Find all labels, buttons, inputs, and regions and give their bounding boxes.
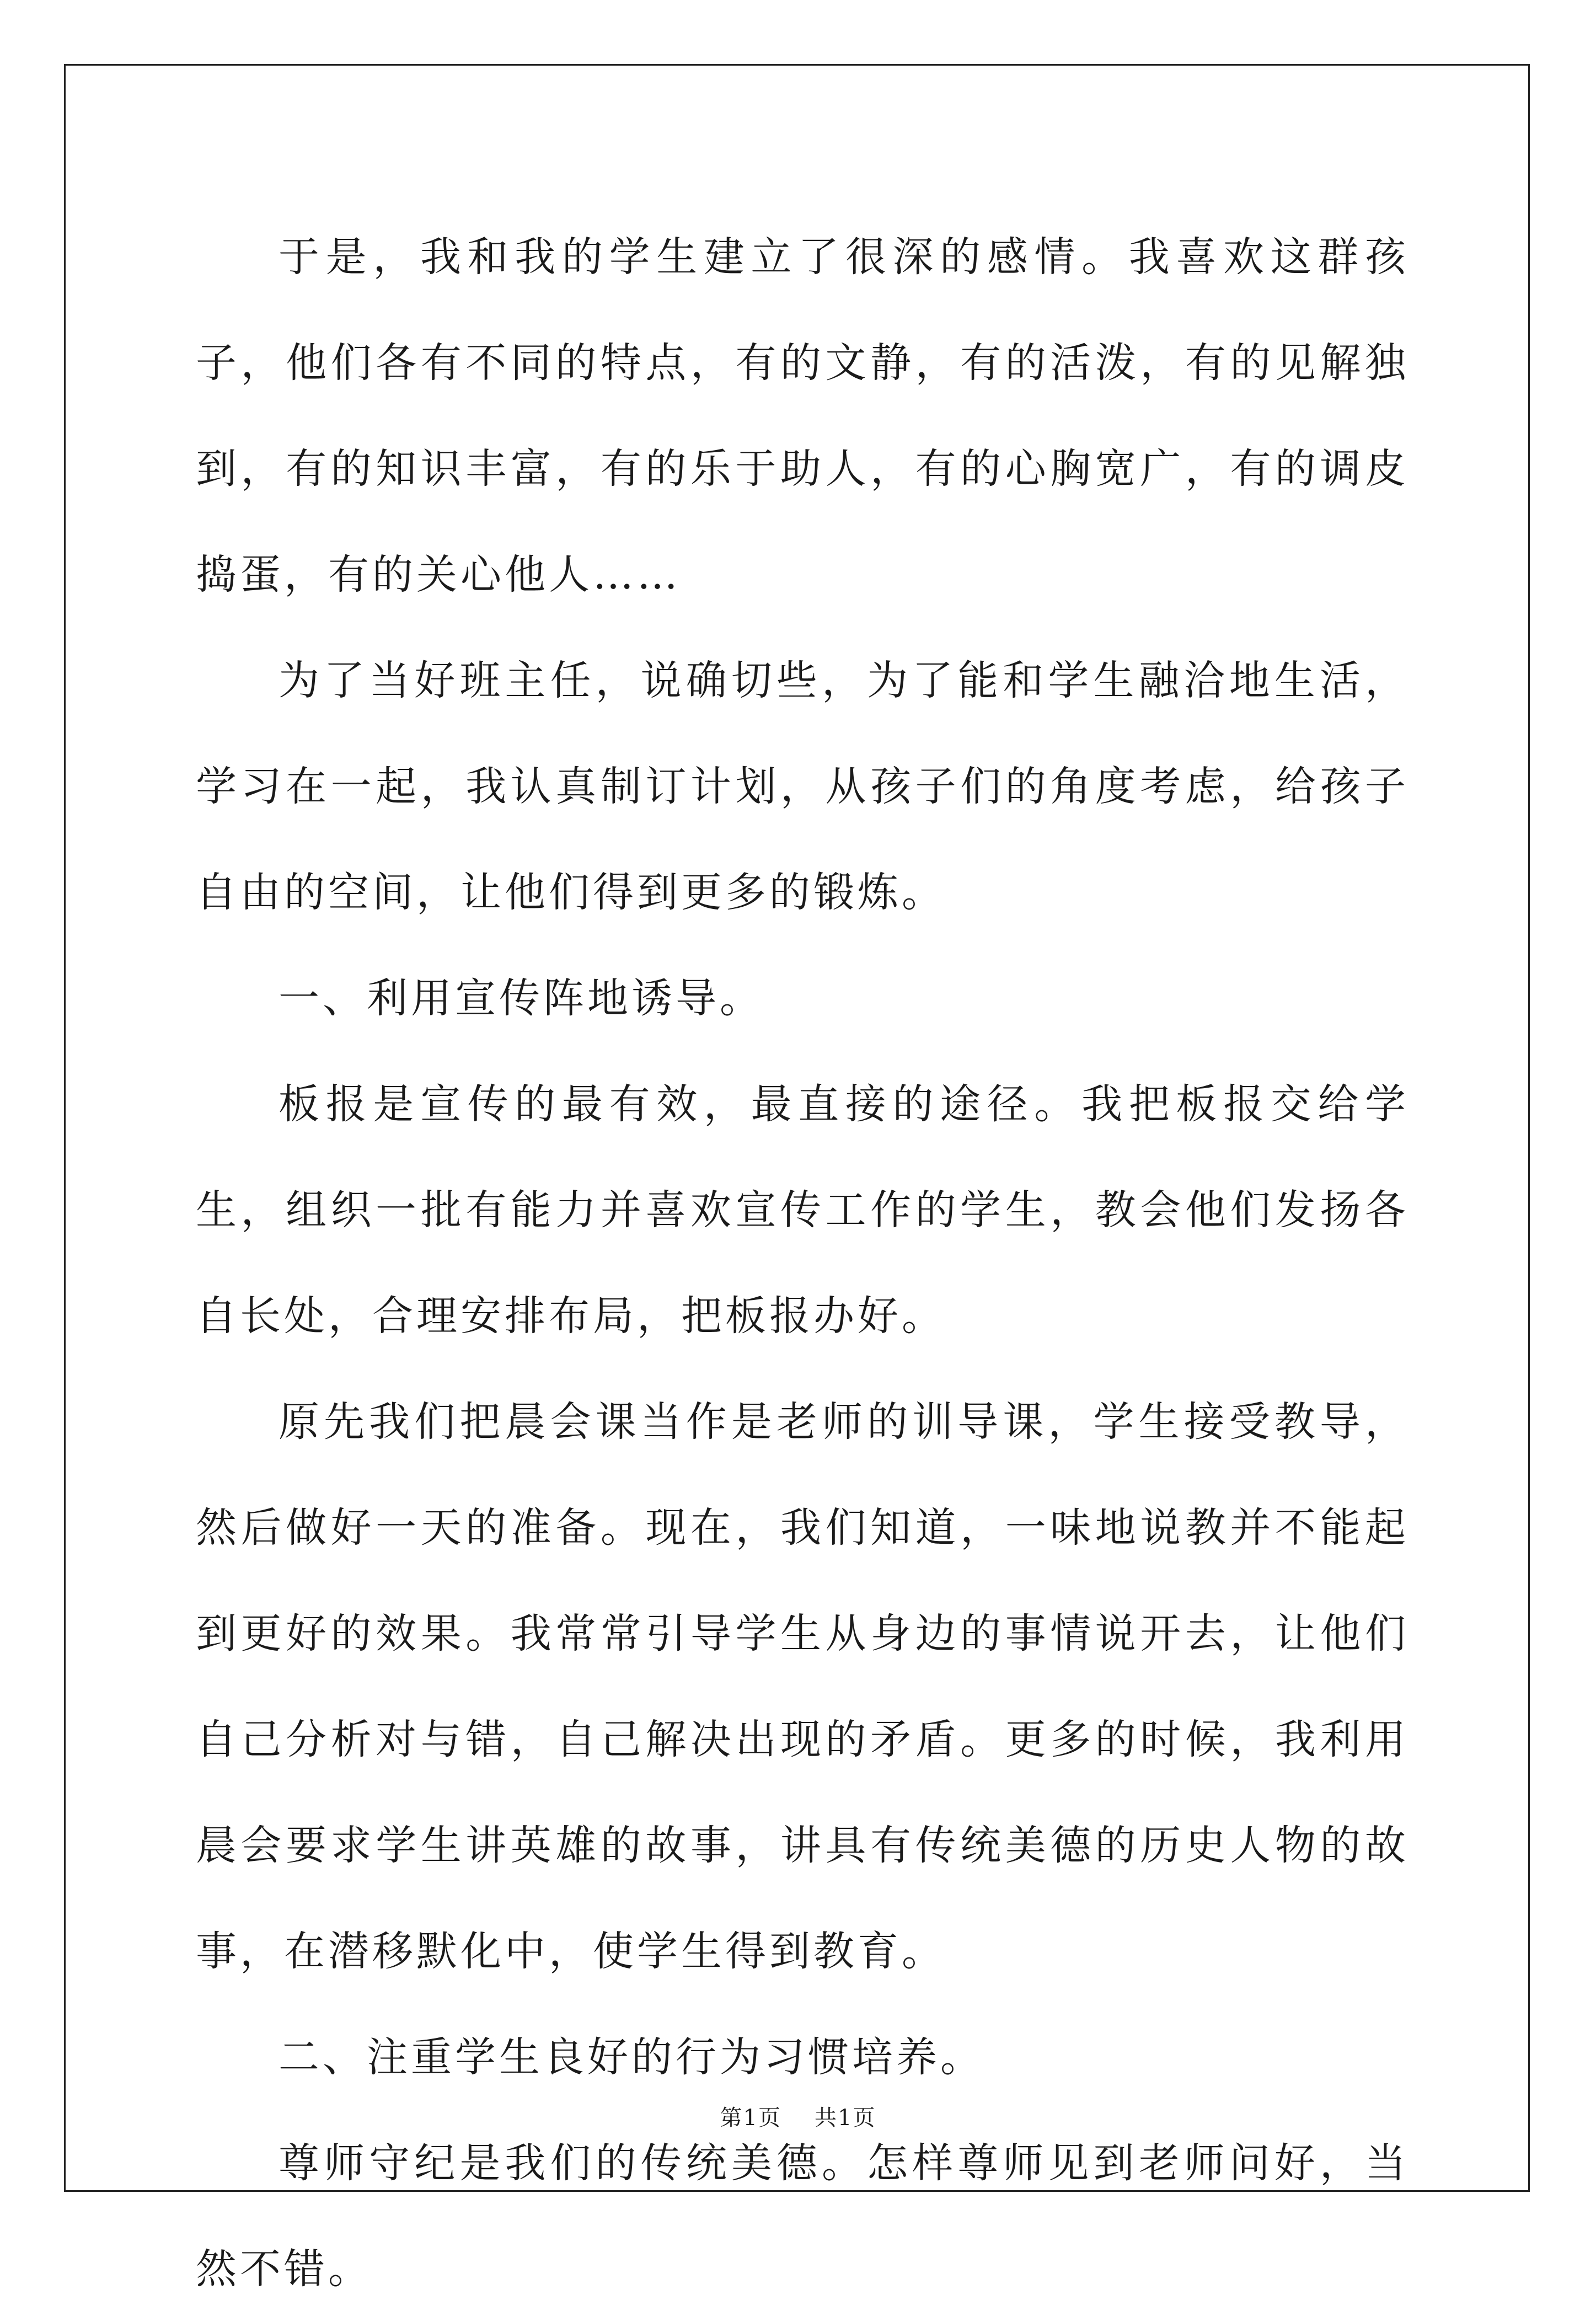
page-footer bbox=[0, 2104, 1596, 2132]
paragraph: 为了当好班主任，说确切些，为了能和学生融洽地生活，学习在一起，我认真制订计划，从孩子们的角度考虑，给孩子自由的空间，让他们得到更多的锻炼。 bbox=[196, 657, 1409, 916]
section-heading: 一、利用宣传阵地诱导。 bbox=[279, 975, 764, 1022]
paragraph: 原先我们把晨会课当作是老师的训导课，学生接受教导，然后做好一天的准备。现在，我们知道，一味地说教并不能起到更好的效果。我常常引导学生从身边的事情说开去，让他们自己分析对与错，自己解决出现的矛盾。更多的时候，我利用晨会要求学生讲英雄的故事，讲具有传统美德的历史人物的故事，在潜移默化中，使学生得到教育。 bbox=[196, 1398, 1409, 1975]
paragraph: 于是，我和我的学生建立了很深的感情。我喜欢这群孩子，他们各有不同的特点，有的文静，有的活泼，有的见解独到，有的知识丰富，有的乐于助人，有的心胸宽广，有的调皮捣蛋，有的关心他人…… bbox=[196, 233, 1409, 598]
document-body bbox=[196, 204, 1409, 2322]
page-number: 第1页 bbox=[720, 2105, 781, 2131]
paragraph: 尊师守纪是我们的传统美德。怎样尊师见到老师问好，当然不错。 bbox=[196, 2139, 1409, 2293]
page-total: 共1页 bbox=[815, 2105, 876, 2131]
section-heading: 二、注重学生良好的行为习惯培养。 bbox=[279, 2034, 984, 2081]
paragraph: 板报是宣传的最有效，最直接的途径。我把板报交给学生，组织一批有能力并喜欢宣传工作的学生，教会他们发扬各自长处，合理安排布局，把板报办好。 bbox=[196, 1080, 1409, 1340]
